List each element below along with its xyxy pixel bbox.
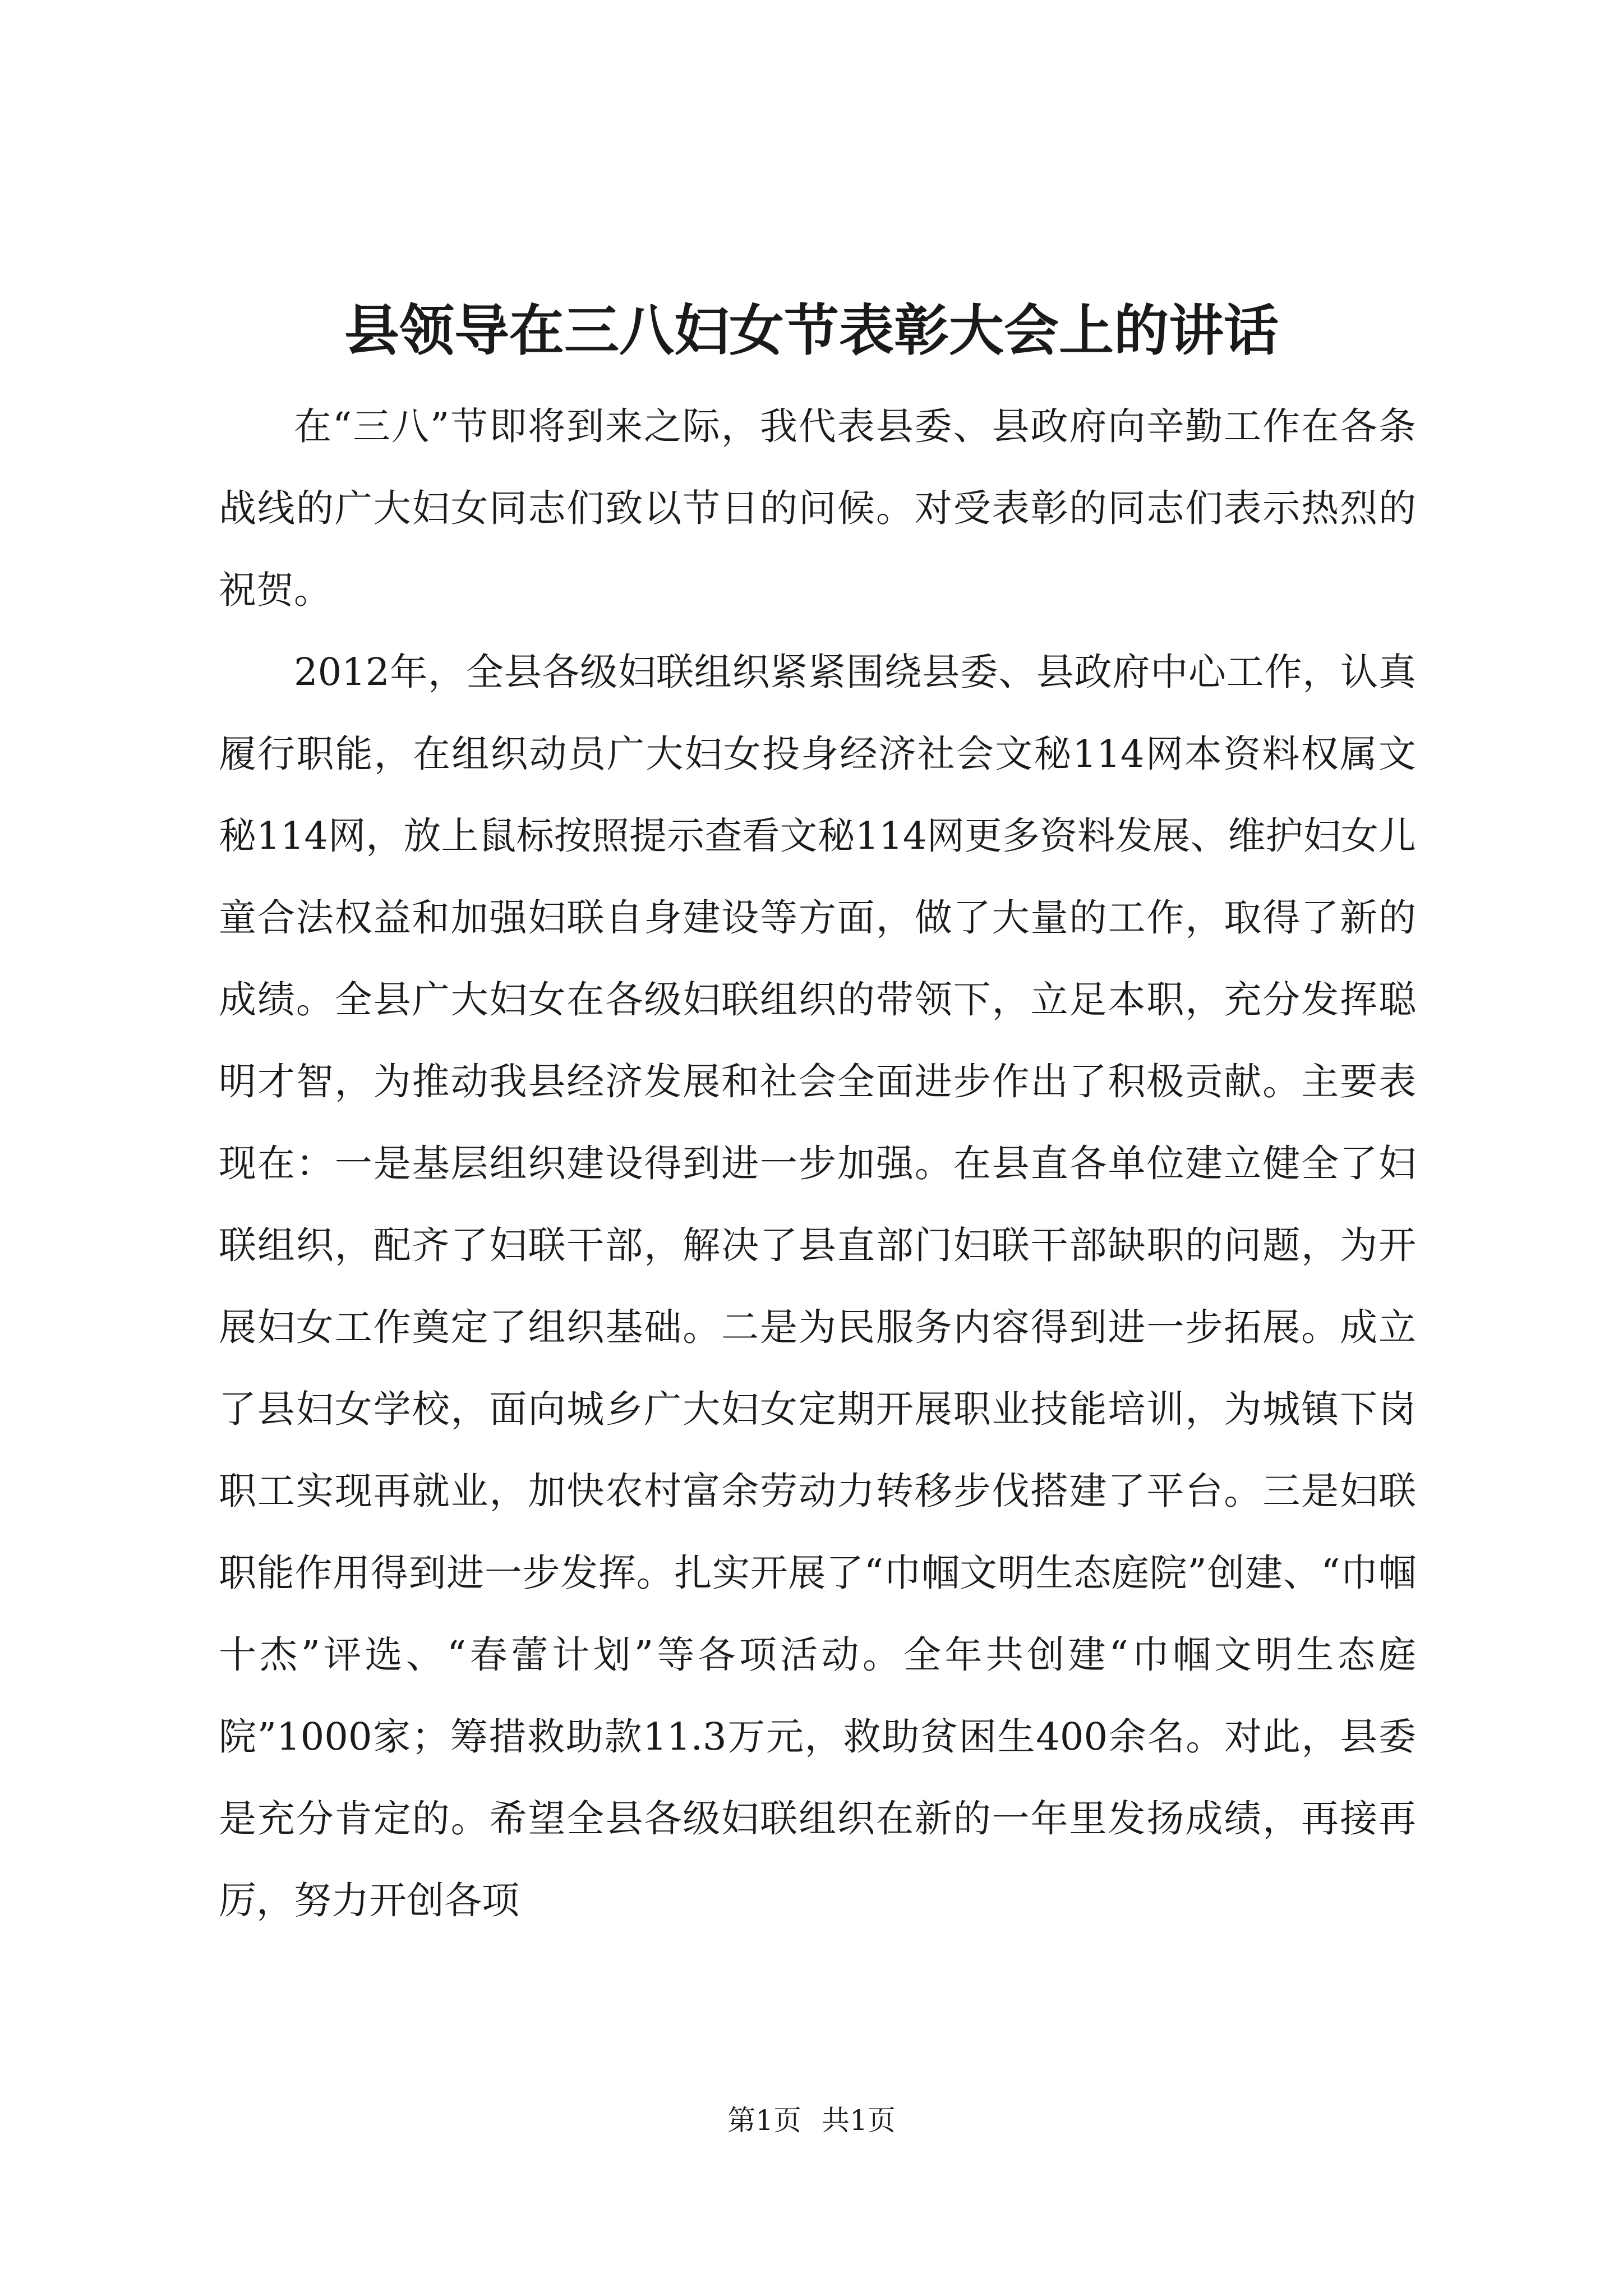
page-number-current: 第1页	[727, 2104, 801, 2137]
document-title: 县领导在三八妇女节表彰大会上的讲话	[344, 298, 1279, 363]
paragraph-greeting: 在“三八”节即将到来之际，我代表县委、县政府向辛勤工作在各条战线的广大妇女同志们致以节日的问候。对受表彰的同志们表示热烈的祝贺。	[219, 404, 1416, 612]
page-footer	[0, 2101, 1623, 2140]
page-number-total: 共1页	[822, 2104, 896, 2137]
paragraph-achievements: 2012年，全县各级妇联组织紧紧围绕县委、县政府中心工作，认真履行职能，在组织动员广大妇女投身经济社会文秘114网本资料权属文秘114网，放上鼠标按照提示查看文秘114网更多资料发展、维护妇女儿童合法权益和加强妇联自身建设等方面，做了大量的工作，取得了新的成绩。全县广大妇女在各级妇联组织的带领下，立足本职，充分发挥聪明才智，为推动我县经济发展和社会全面进步作出了积极贡献。主要表现在：一是基层组织建设得到进一步加强。在县直各单位建立健全了妇联组织，配齐了妇联干部，解决了县直部门妇联干部缺职的问题，为开展妇女工作奠定了组织基础。二是为民服务内容得到进一步拓展。成立了县妇女学校，面向城乡广大妇女定期开展职业技能培训，为城镇下岗职工实现再就业，加快农村富余劳动力转移步伐搭建了平台。三是妇联职能作用得到进一步发挥。扎实开展了“巾帼文明生态庭院”创建、“巾帼十杰”评选、“春蕾计划”等各项活动。全年共创建“巾帼文明生态庭院”1000家；筹措救助款11.3万元，救助贫困生400余名。对此，县委是充分肯定的。希望全县各级妇联组织在新的一年里发扬成绩，再接再厉，努力开创各项	[219, 650, 1416, 1922]
document-body	[219, 385, 1416, 1941]
